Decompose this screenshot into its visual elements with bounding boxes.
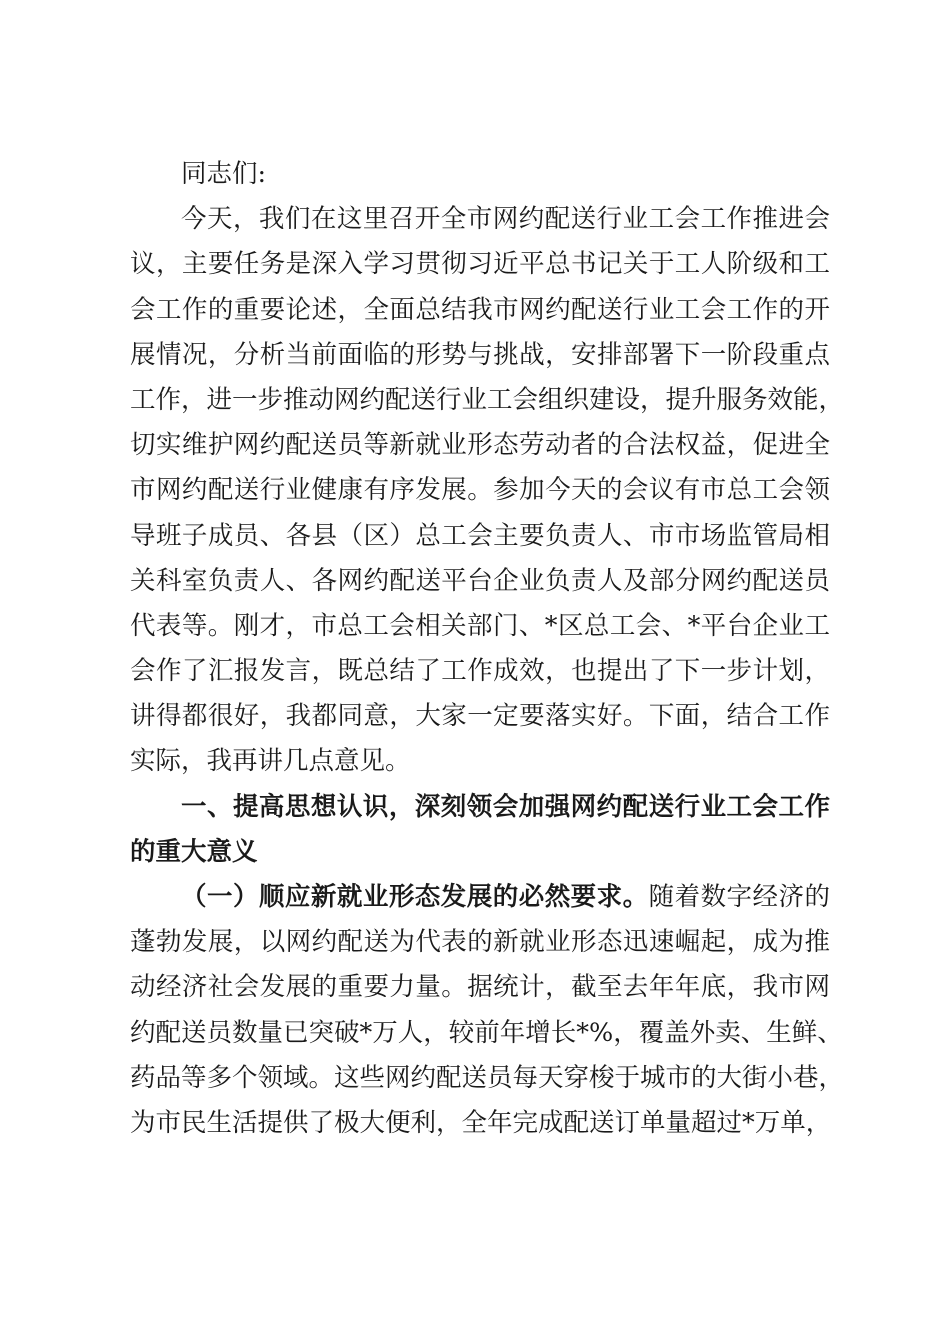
subsection-heading: （一）顺应新就业形态发展的必然要求。 [181,882,649,912]
body-line: 药品等多个领域。这些网约配送员每天穿梭于城市的大街小巷， [130,1062,845,1093]
intro-line: 关科室负责人、各网约配送平台企业负责人及部分网约配送员 [130,565,830,596]
body-line: 约配送员数量已突破*万人，较前年增长*%，覆盖外卖、生鲜、 [130,1017,843,1048]
intro-line: 展情况，分析当前面临的形势与挑战，安排部署下一阶段重点 [130,339,830,370]
body-line: 蓬勃发展，以网约配送为代表的新就业形态迅速崛起，成为推 [130,927,830,958]
intro-line: 讲得都很好，我都同意，大家一定要落实好。下面，结合工作 [130,701,830,732]
intro-line: 代表等。刚才，市总工会相关部门、*区总工会、*平台企业工 [130,610,830,641]
salutation: 同志们: [181,159,267,189]
subsection-text: 随着数字经济的 [648,882,830,912]
intro-line: 今天，我们在这里召开全市网约配送行业工会工作推进会 [181,204,830,235]
body-line: 为市民生活提供了极大便利，全年完成配送订单量超过*万单， [130,1107,832,1138]
intro-line: 会作了汇报发言，既总结了工作成效，也提出了下一步计划， [130,656,830,687]
intro-line: 市网约配送行业健康有序发展。参加今天的会议有市总工会领 [130,475,830,506]
intro-line: 导班子成员、各县（区）总工会主要负责人、市市场监管局相 [130,520,830,551]
intro-line: 会工作的重要论述，全面总结我市网约配送行业工会工作的开 [130,294,830,325]
section-heading: 一、提高思想认识，深刻领会加强网约配送行业工会工作 [181,791,830,822]
body-line: 动经济社会发展的重要力量。据统计，截至去年年底，我市网 [130,972,830,1003]
intro-line: 工作，进一步推动网约配送行业工会组织建设，提升服务效能， [130,384,845,415]
intro-line: 切实维护网约配送员等新就业形态劳动者的合法权益，促进全 [130,430,830,461]
intro-line: 议，主要任务是深入学习贯彻习近平总书记关于工人阶级和工 [130,249,830,280]
subsection-paragraph-start [130,875,830,920]
document-body [130,152,845,1146]
section-heading: 的重大意义 [130,836,258,867]
intro-line: 实际，我再讲几点意见。 [130,746,411,777]
